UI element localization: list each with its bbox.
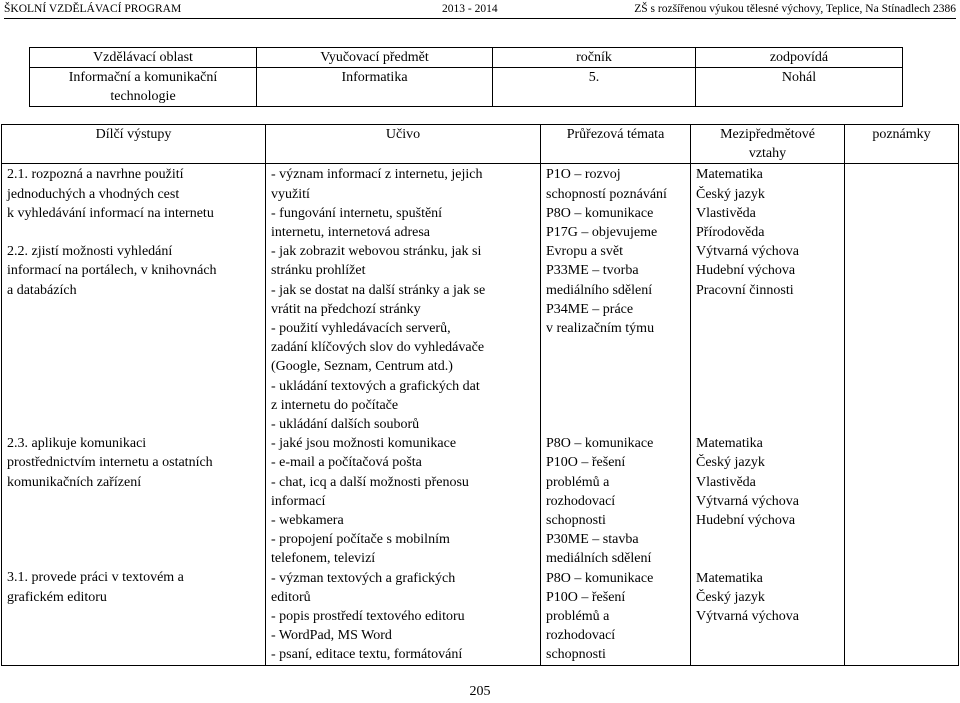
curriculum-line: - chat, icq a další možnosti přenosu: [271, 474, 469, 490]
outputs-cell: [2, 164, 266, 665]
curriculum-line: - webkamera: [271, 513, 344, 529]
theme-group: P8O – komunikace P10O – řešení problémů a rozhodovací schopnosti P30ME – stavba mediálních sdělení: [546, 436, 654, 567]
curriculum-line: - výzman textových a grafických: [271, 570, 456, 586]
output-item: 2.1. rozpozná a navrhne použití jednoduchých a vhodných cest k vyhledávání informací na internetu: [7, 167, 214, 221]
area-header: Vzdělávací oblast: [30, 48, 257, 68]
relations-cell: [691, 164, 845, 665]
relations-header: Mezipředmětové vztahy: [691, 125, 845, 164]
notes-header: poznámky: [845, 125, 959, 164]
curriculum-line: zadání klíčových slov do vyhledávače: [271, 340, 485, 356]
curriculum-line: - význam informací z internetu, jejich: [271, 167, 483, 183]
curriculum-line: využití: [271, 186, 310, 202]
school-year: 2013 - 2014: [442, 3, 498, 15]
subject-info-table: [29, 47, 903, 107]
subject-info-value-row: [30, 68, 903, 107]
curriculum-line: - jak se dostat na další stránky a jak se: [271, 282, 486, 298]
curriculum-line: - WordPad, MS Word: [271, 628, 392, 644]
curriculum-cell: [266, 164, 541, 665]
curriculum-line: - jak zobrazit webovou stránku, jak si: [271, 244, 482, 260]
output-item: 3.1. provede práci v textovém a grafickém editoru: [7, 570, 184, 605]
subject-value: Informatika: [257, 68, 493, 107]
curriculum-line: - popis prostředí textového editoru: [271, 609, 465, 625]
output-item: 2.2. zjistí možnosti vyhledání informací na portálech, v knihovnách a databázích: [7, 244, 217, 298]
page-number: 205: [469, 684, 491, 699]
subject-header: Vyučovací předmět: [257, 48, 493, 68]
school-name: ZŠ s rozšířenou výukou tělesné výchovy, Teplice, Na Stínadlech 2386: [634, 3, 956, 15]
grade-header: ročník: [493, 48, 696, 68]
area-value: Informační a komunikační technologie: [30, 68, 257, 107]
theme-group: P1O – rozvoj schopností poznávání P8O – komunikace P17G – objevujeme Evropu a svět P33ME – tvorba mediálního sdělení P34ME – práce v realizačním týmu: [546, 167, 667, 337]
grade-value: 5.: [493, 68, 696, 107]
output-item: 2.3. aplikuje komunikaci prostřednictvím internetu a ostatních komunikačních zařízení: [7, 436, 213, 490]
themes-header: Průřezová témata: [541, 125, 691, 164]
curriculum-line: stránku prohlížet: [271, 263, 366, 279]
curriculum-header: Učivo: [266, 125, 541, 164]
curriculum-line: - ukládání dalších souborů: [271, 417, 420, 433]
relation-group: Matematika Český jazyk Vlastivěda Přírodověda Výtvarná výchova Hudební výchova Pracovní činnosti: [696, 167, 800, 298]
outputs-header: Dílčí výstupy: [2, 125, 266, 164]
responsible-value: Nohál: [696, 68, 903, 107]
curriculum-line: editorů: [271, 589, 311, 605]
curriculum-line: telefonem, televizí: [271, 551, 376, 567]
page-header: [4, 0, 956, 19]
curriculum-line: - e-mail a počítačová pošta: [271, 455, 422, 471]
subject-info-header-row: [30, 48, 903, 68]
curriculum-line: internetu, internetová adresa: [271, 225, 430, 241]
curriculum-table: [1, 124, 959, 666]
school-program-label: ŠKOLNÍ VZDĚLÁVACÍ PROGRAM: [4, 3, 182, 15]
responsible-header: zodpovídá: [696, 48, 903, 68]
curriculum-line: - fungování internetu, spuštění: [271, 205, 443, 221]
curriculum-line: informací: [271, 493, 326, 509]
curriculum-content-row: [2, 164, 959, 665]
relation-group: Matematika Český jazyk Výtvarná výchova: [696, 570, 800, 624]
themes-cell: [541, 164, 691, 665]
theme-group: P8O – komunikace P10O – řešení problémů a rozhodovací schopnosti: [546, 570, 654, 663]
curriculum-line: z internetu do počítače: [271, 397, 399, 413]
curriculum-header-row: [2, 125, 959, 164]
curriculum-line: - použití vyhledávacích serverů,: [271, 321, 451, 337]
curriculum-line: - ukládání textových a grafických dat: [271, 378, 480, 394]
curriculum-line: (Google, Seznam, Centrum atd.): [271, 359, 453, 375]
relation-group: Matematika Český jazyk Vlastivěda Výtvarná výchova Hudební výchova: [696, 436, 800, 528]
curriculum-line: vrátit na předchozí stránky: [271, 301, 421, 317]
notes-cell: [845, 164, 959, 665]
curriculum-line: - jaké jsou možnosti komunikace: [271, 436, 457, 452]
curriculum-line: - psaní, editace textu, formátování: [271, 647, 463, 663]
curriculum-line: - propojení počítače s mobilním: [271, 532, 450, 548]
